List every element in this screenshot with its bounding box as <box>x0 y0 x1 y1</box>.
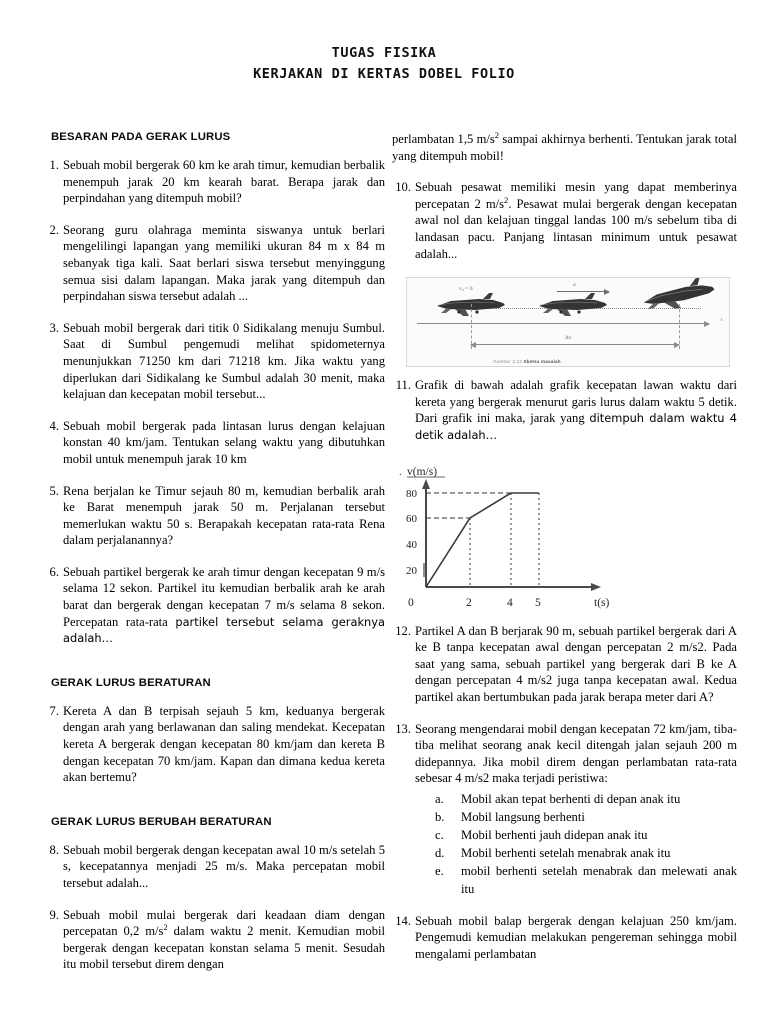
stray-scan-mark: . <box>399 465 402 478</box>
question-text: Kereta A dan B terpisah sejauh 5 km, keduanya bergerak dengan arah yang berlawanan dan saling mendekat. Kecepatan kereta A bergerak dengan kecepatan 80 km/jam dan kereta B dengan kecepatan 70 km/jam. Kapan dan dimana kedua kereta akan bertemu? <box>63 703 385 785</box>
answer-option-e[interactable] <box>435 862 737 898</box>
option-text: Mobil langsung berhenti <box>461 809 585 824</box>
question-number: 4. <box>49 418 59 433</box>
section-heading-besaran-pada-gerak-lurus: BESARAN PADA GERAK LURUS <box>51 131 231 143</box>
x-tick-label-2: 2 <box>466 596 472 609</box>
question-text: Rena berjalan ke Timur sejauh 80 m, kemudian berbalik arah ke Barat menempuh jarak 50 m. Perjalanan tersebut memerlukan waktu 50 s. Berapakah kecepatan rata-rata Rena dalam perjalanannya? <box>63 483 385 548</box>
option-label: a. <box>435 791 444 806</box>
continuation-paragraph-question-9 <box>392 131 737 164</box>
answer-option-b[interactable] <box>435 808 737 826</box>
option-text: Mobil berhenti jauh didepan anak itu <box>461 827 648 842</box>
two-column-body <box>0 131 768 1024</box>
y-axis-arrowhead <box>422 479 430 489</box>
option-text: mobil berhenti setelah menabrak dan melewati anak itu <box>461 863 737 896</box>
answer-option-c[interactable] <box>435 826 737 844</box>
option-label: c. <box>435 827 444 842</box>
question-item-1 <box>40 157 385 207</box>
delta-x-label: Δx <box>565 335 572 342</box>
superscript-exponent: 2 <box>504 194 509 205</box>
question-number: 12. <box>395 623 411 638</box>
velocity-time-graph-svg <box>398 459 678 609</box>
x-tick-label-0: 0 <box>408 596 414 609</box>
option-text: Mobil berhenti setelah menabrak anak itu <box>461 845 671 860</box>
superscript-exponent: 2 <box>163 922 168 932</box>
answer-option-d[interactable] <box>435 844 737 862</box>
question-number: 5. <box>49 483 59 498</box>
question-text <box>415 377 737 443</box>
superscript-exponent: 2 <box>494 131 500 140</box>
option-label: b. <box>435 809 445 824</box>
y-tick-label-20: 20 <box>406 564 417 577</box>
y-tick-label-60: 60 <box>406 512 417 525</box>
question-text <box>63 564 385 647</box>
question-number: 11. <box>395 378 411 393</box>
question-text: Sebuah mobil bergerak pada lintasan lurus dengan kelajuan konstan 40 km/jam. Tentukan selang waktu yang dibutuhkan mobil untuk menempuh jarak 10 km <box>63 418 385 466</box>
question-text-part-1: Sebuah pesawat memiliki mesin yang dapat memberinya percepatan 2 m/s <box>415 180 737 211</box>
question-text <box>415 721 737 898</box>
question-text <box>415 179 737 262</box>
x-tick-label-4: 4 <box>507 596 513 609</box>
y-axis-label: v(m/s) <box>407 465 438 478</box>
question-number: 1. <box>49 158 59 172</box>
figure-caption <box>493 359 561 364</box>
question-item-13 <box>392 721 737 898</box>
question-text: Sebuah mobil bergerak 60 km ke arah timur, kemudian berbalik menempuh jarak 20 km kearah barat. Berapa jarak dan perpindahan yang ditempuh mobil? <box>63 158 385 206</box>
option-label: e. <box>435 863 444 878</box>
question-item-11 <box>392 377 737 443</box>
x-axis-label: t(s) <box>594 596 610 609</box>
header-title-line-2: KERJAKAN DI KERTAS DOBEL FOLIO <box>253 66 515 82</box>
initial-velocity-label: v₀ = 0 <box>459 286 473 293</box>
velocity-time-graph <box>398 459 678 609</box>
question-number: 13. <box>395 721 411 736</box>
document-header <box>0 0 768 85</box>
figure-caption-prefix: Gambar 3.13 <box>493 359 523 365</box>
header-title-line-1: TUGAS FISIKA <box>331 45 437 61</box>
y-tick-label-40: 40 <box>406 538 417 551</box>
question-number: 14. <box>395 913 411 928</box>
question-text: Partikel A dan B berjarak 90 m, sebuah partikel bergerak dari A ke B tanpa kecepatan awal dengan percepatan 2 m/s2. Pada saat yang sama, sebuah partikel yang bergerak dari B ke A dengan percepatan 4 m/s2 juga tanpa kecepatan awal. Kedua partikel akan bertumbukan pada jarak berapa meter dari A? <box>415 623 737 704</box>
question-item-6 <box>40 564 385 647</box>
answer-option-a[interactable] <box>435 790 737 808</box>
question-number: 7. <box>49 703 59 718</box>
question-text-main: Grafik di bawah adalah grafik kecepatan lawan waktu dari kereta yang bergerak menurut garis lurus dalam waktu 5 detik. Dari grafik ini maka, jarak yang <box>415 378 737 426</box>
velocity-data-line <box>426 493 539 587</box>
question-item-4 <box>40 418 385 468</box>
acceleration-arrow <box>557 291 609 292</box>
question-number: 3. <box>49 320 59 335</box>
question-text-main: Seorang mengendarai mobil dengan kecepatan 72 km/jam, tiba-tiba melihat seorang anak kecil ditengah jalan sejauh 200 m didepannya. Jika mobil direm dengan perlambatan rata-rata sebesar 4 m/s2 maka terjadi peristiwa: <box>415 721 737 786</box>
acceleration-label: a <box>573 282 576 289</box>
question-text: Sebuah mobil bergerak dari titik 0 Sidikalang menuju Sumbul. Saat di Sumbul pengemudi melihat spidometernya menunjukkan 71250 km dari 71218 km. Jika waktu yang diperlukan dari Sidikalang ke Sumbul adalah 30 menit, maka kelajuan dan kecepatan mobil tersebut... <box>63 320 385 402</box>
y-tick-label-80: 80 <box>406 487 417 500</box>
delta-x-measure-line <box>471 344 679 345</box>
section-heading-gerak-lurus-berubah-beraturan: GERAK LURUS BERUBAH BERATURAN <box>51 815 272 828</box>
question-number: 8. <box>49 842 59 857</box>
x-axis-arrowhead <box>591 583 601 591</box>
continuation-text-part-2: sampai akhirnya berhenti. Tentukan jarak total yang ditempuh mobil! <box>392 132 737 163</box>
question-text-alt-font: ditempuh dalam waktu 4 detik adalah… <box>415 411 737 442</box>
question-text-part-2: . Pesawat mulai bergerak dengan kecepatan awal nol dan kelajuan tinggal landas 100 m/s sebelum tiba di landasan pacu. Panjang lintasan minimum untuk pesawat adalah... <box>415 196 737 261</box>
right-column <box>392 131 737 1024</box>
question-number: 2. <box>49 222 59 237</box>
question-text: Sebuah mobil balap bergerak dengan kelajuan 250 km/jam. Pengemudi kemudian melakukan pengereman sehingga mobil mengalami perlambatan <box>415 913 737 962</box>
question-number: 9. <box>49 907 59 922</box>
x-tick-label-5: 5 <box>535 596 541 609</box>
question-item-9 <box>40 907 385 973</box>
question-text: Sebuah mobil bergerak dengan kecepatan awal 10 m/s setelah 5 s, kecepatannya menjadi 25 m/s. Maka percepatan mobil tersebut adalah... <box>63 842 385 890</box>
airplane-icon-middle <box>535 292 611 318</box>
question-item-10 <box>392 179 737 262</box>
question-text <box>63 907 385 973</box>
question-item-3 <box>40 320 385 403</box>
question-text-part-2: dalam waktu 2 menit. Kemudian mobil bergerak dengan kecepatan konstan selama 5 menit. Sesudah itu mobil tersebut direm dengan <box>63 924 385 972</box>
question-item-7 <box>40 703 385 786</box>
figure-caption-text: Sketsa masalah <box>523 359 561 365</box>
question-item-2 <box>40 222 385 305</box>
x-axis-measure-line <box>417 323 709 324</box>
continuation-text-part-1: perlambatan 1,5 m/s <box>392 132 495 146</box>
question-text-alt-font: partikel tersebut selama geraknya adalah… <box>63 614 385 646</box>
question-text-main: Sebuah partikel bergerak ke arah timur dengan kecepatan 9 m/s selama 12 sekon. Partikel itu kemudian berbalik arah ke arah barat dan bergerak dengan kecepatan 7 m/s selama 8 sekon. Percepatan rata-rata <box>63 564 385 629</box>
left-column <box>40 131 385 1024</box>
question-number: 6. <box>49 564 59 579</box>
option-label: d. <box>435 845 445 860</box>
option-text: Mobil akan tepat berhenti di depan anak itu <box>461 791 681 806</box>
question-text: Seorang guru olahraga meminta siswanya untuk berlari mengelilingi lapangan yang memiliki ukuran 84 m x 84 m sebanyak tiga kali. Saat berlari siswa tersebut menyinggung semua sisi dalam lapangan. Maka jarak yang ditempuh dan perpindahan siswa tersebut adalah ... <box>63 222 385 304</box>
section-heading-gerak-lurus-beraturan: GERAK LURUS BERATURAN <box>51 676 211 689</box>
question-item-8 <box>40 842 385 892</box>
question-item-14 <box>392 913 737 963</box>
question-text-part-1: Sebuah mobil mulai bergerak dari keadaan diam dengan percepatan 0,2 m/s <box>63 907 385 939</box>
question-item-5 <box>40 483 385 549</box>
question-item-12 <box>392 623 737 706</box>
airplane-runway-figure-image <box>406 277 730 367</box>
question-number: 10. <box>395 180 411 195</box>
answer-options-list <box>435 790 737 898</box>
x-axis-label: x <box>720 317 723 324</box>
